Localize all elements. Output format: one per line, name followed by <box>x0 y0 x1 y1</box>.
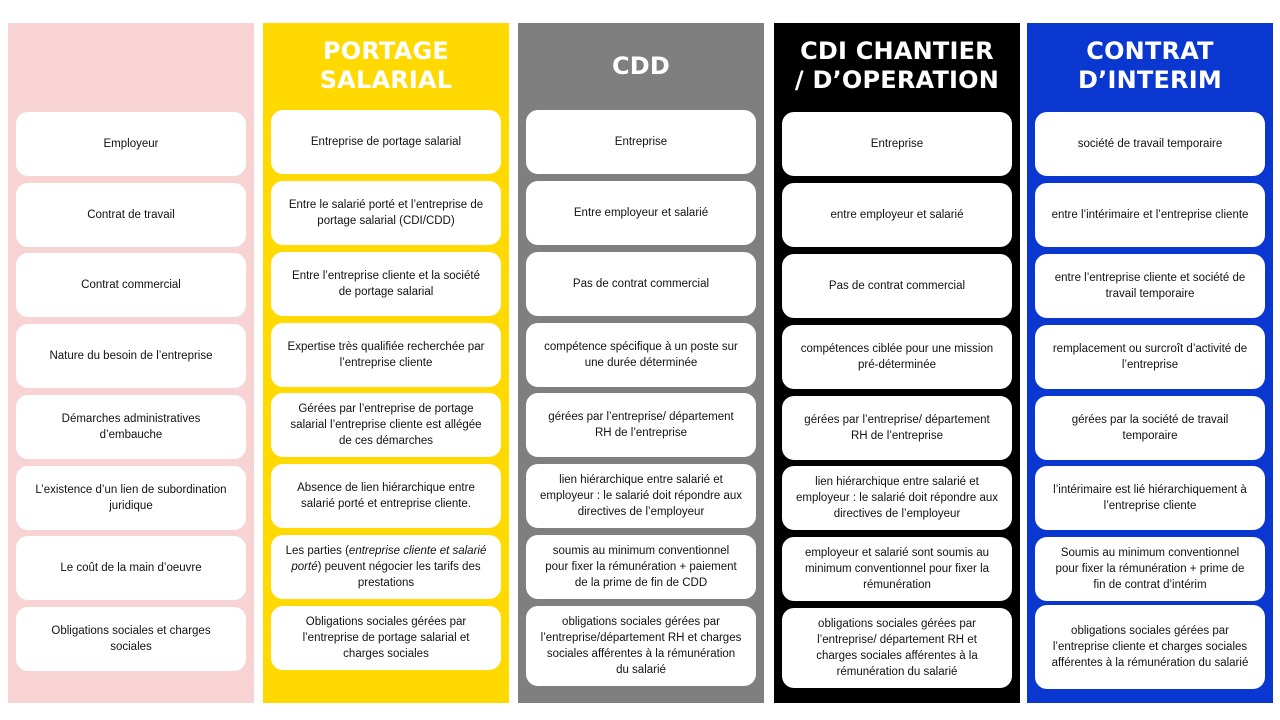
portage-cout-main-oeuvre <box>271 535 501 599</box>
cdi-contrat-travail: entre employeur et salarié <box>782 183 1012 247</box>
portage-employeur: Entreprise de portage salarial <box>271 110 501 174</box>
cdd-obligations: obligations sociales gérées par l’entreprise/département RH et charges sociales afférentes à la rémunération du salarié <box>526 606 756 686</box>
row-label-employeur: Employeur <box>16 112 246 176</box>
column-cdi-chantier <box>774 23 1020 703</box>
interim-nature-besoin: remplacement ou surcroît d’activité de l’entreprise <box>1035 325 1265 389</box>
row-label-cout-main-oeuvre: Le coût de la main d’oeuvre <box>16 536 246 600</box>
row-label-lien-subordination: L’existence d’un lien de subordination juridique <box>16 466 246 530</box>
row-label-obligations: Obligations sociales et charges sociales <box>16 607 246 671</box>
portage-cout-text-open: Les parties ( <box>285 545 349 557</box>
cdd-employeur: Entreprise <box>526 110 756 174</box>
portage-obligations: Obligations sociales gérées par l’entreprise de portage salarial et charges sociales <box>271 606 501 670</box>
interim-contrat-commercial: entre l’entreprise cliente et société de travail temporaire <box>1035 254 1265 318</box>
portage-nature-besoin: Expertise très qualifiée recherchée par l’entreprise cliente <box>271 323 501 387</box>
portage-demarches: Gérées par l’entreprise de portage salarial l’entreprise cliente est allégée de ces démarches <box>271 393 501 457</box>
portage-contrat-travail: Entre le salarié porté et l’entreprise de portage salarial (CDI/CDD) <box>271 181 501 245</box>
cdi-nature-besoin: compétences ciblée pour une mission pré-déterminée <box>782 325 1012 389</box>
portage-lien-subordination: Absence de lien hiérarchique entre salarié porté et entreprise cliente. <box>271 464 501 528</box>
interim-employeur: société de travail temporaire <box>1035 112 1265 176</box>
column-header-cdd: CDD <box>611 51 671 80</box>
interim-obligations: obligations sociales gérées par l’entreprise cliente et charges sociales afférentes à la rémunération du salarié <box>1035 605 1265 689</box>
column-interim <box>1027 23 1273 703</box>
interim-lien-subordination: l’intérimaire est lié hiérarchiquement à l’entreprise cliente <box>1035 466 1265 530</box>
interim-contrat-travail: entre l’intérimaire et l’entreprise cliente <box>1035 183 1265 247</box>
row-label-contrat-travail: Contrat de travail <box>16 183 246 247</box>
cdd-contrat-travail: Entre employeur et salarié <box>526 181 756 245</box>
cdi-cout-main-oeuvre: employeur et salarié sont soumis au minimum conventionnel pour fixer la rémunération <box>782 537 1012 601</box>
column-header-interim: CONTRAT D’INTERIM <box>1078 37 1222 94</box>
cdd-cout-main-oeuvre: soumis au minimum conventionnel pour fixer la rémunération + paiement de la prime de fin de CDD <box>526 535 756 599</box>
column-portage-salarial <box>263 23 509 703</box>
cdd-nature-besoin: compétence spécifique à un poste sur une durée déterminée <box>526 323 756 387</box>
cdd-demarches: gérées par l’entreprise/ département RH de l’entreprise <box>526 393 756 457</box>
portage-cout-text-italic: entreprise cliente et salarié porté <box>291 545 487 573</box>
interim-cout-main-oeuvre: Soumis au minimum conventionnel pour fixer la rémunération + prime de fin de contrat d’intérim <box>1035 537 1265 601</box>
cdi-employeur: Entreprise <box>782 112 1012 176</box>
row-label-contrat-commercial: Contrat commercial <box>16 253 246 317</box>
cdd-lien-subordination: lien hiérarchique entre salarié et employeur : le salarié doit répondre aux directives de l’employeur <box>526 464 756 528</box>
interim-demarches: gérées par la société de travail temporaire <box>1035 396 1265 460</box>
portage-cout-text-close: ) peuvent négocier les tarifs des prestations <box>317 561 481 589</box>
cdi-contrat-commercial: Pas de contrat commercial <box>782 254 1012 318</box>
cdi-demarches: gérées par l’entreprise/ département RH de l’entreprise <box>782 396 1012 460</box>
column-labels <box>8 23 254 703</box>
column-cdd <box>518 23 764 703</box>
row-label-nature-besoin: Nature du besoin de l’entreprise <box>16 324 246 388</box>
cdd-contrat-commercial: Pas de contrat commercial <box>526 252 756 316</box>
column-header-cdi: CDI CHANTIER / D’OPERATION <box>794 37 1000 94</box>
portage-contrat-commercial: Entre l’entreprise cliente et la société de portage salarial <box>271 252 501 316</box>
cdi-lien-subordination: lien hiérarchique entre salarié et employeur : le salarié doit répondre aux directives de l’employeur <box>782 466 1012 530</box>
column-header-portage: PORTAGE SALARIAL <box>319 37 453 94</box>
cdi-obligations: obligations sociales gérées par l’entreprise/ département RH et charges sociales afférentes à la rémunération du salarié <box>782 608 1012 688</box>
row-label-demarches: Démarches administratives d’embauche <box>16 395 246 459</box>
